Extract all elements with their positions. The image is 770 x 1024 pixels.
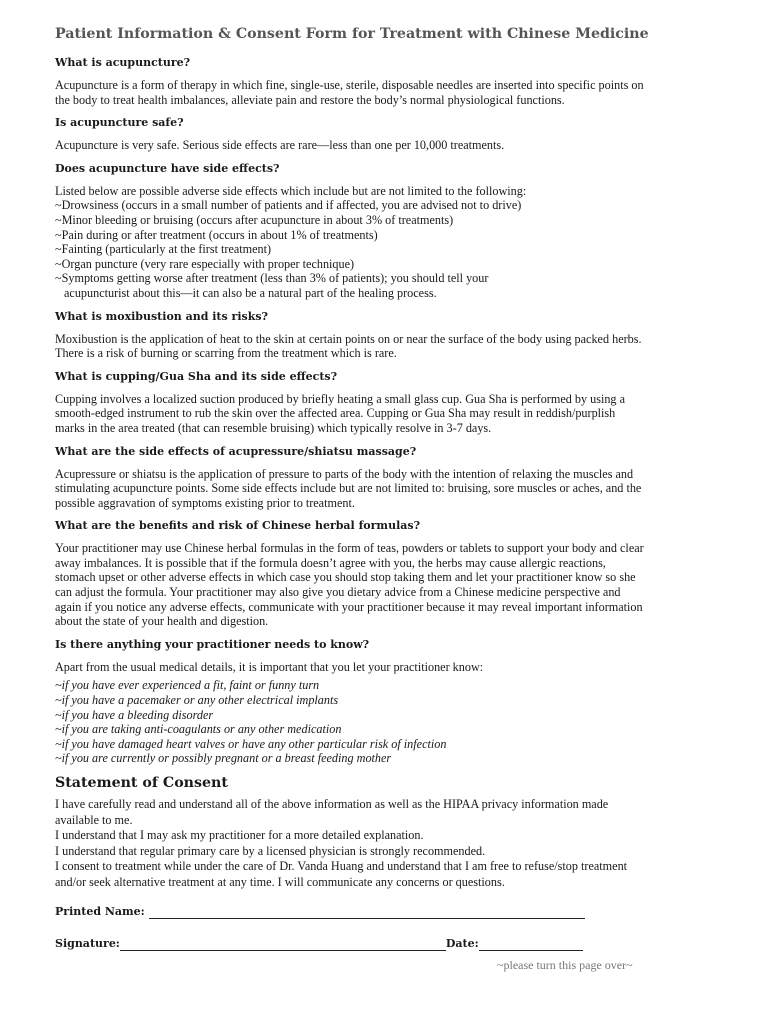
consent-body xyxy=(55,797,735,891)
section-cupping xyxy=(55,370,735,436)
section-heading: What is moxibustion and its risks? xyxy=(55,309,268,323)
section-heading: Is there anything your practitioner needs to know? xyxy=(55,637,370,651)
list-item: ~Symptoms getting worse after treatment (less than 3% of patients); you should tell your xyxy=(55,271,489,286)
consent-line: I have carefully read and understand all of the above information as well as the HIPAA privacy information made xyxy=(55,797,609,811)
consent-heading: Statement of Consent xyxy=(55,775,228,791)
body-line: possible aggravation of symptoms existing prior to treatment. xyxy=(55,495,355,510)
consent-line: and/or seek alternative treatment at any time. I will communicate any concerns or questions. xyxy=(55,874,505,889)
section-safety xyxy=(55,116,735,153)
section-moxibustion xyxy=(55,310,735,361)
list-item: ~Fainting (particularly at the first treatment) xyxy=(55,242,272,257)
list-item: ~if you are currently or possibly pregnant or a breast feeding mother xyxy=(55,751,392,766)
body-line: can adjust the formula. Your practitioner may also give you dietary advice from a Chinese medicine perspective and xyxy=(55,585,621,600)
consent-line: I consent to treatment while under the care of Dr. Vanda Huang and understand that I am free to refuse/stop treatment xyxy=(55,859,628,874)
list-item: ~Drowsiness (occurs in a small number of patients and if affected, you are advised not to drive) xyxy=(55,198,522,213)
body-line: Apart from the usual medical details, it is important that you let your practitioner know: xyxy=(55,659,484,674)
list-item: ~if you have a bleeding disorder xyxy=(55,707,214,722)
disclosure-list xyxy=(55,678,735,766)
section-body xyxy=(55,392,735,436)
list-item: ~if you are taking anti-coagulants or any other medication xyxy=(55,722,342,737)
section-practitioner-needs xyxy=(55,638,735,766)
printed-name-row xyxy=(55,905,735,919)
page-title: Patient Information & Consent Form for Treatment with Chinese Medicine xyxy=(55,26,649,42)
body-line: stomach upset or other adverse effects in which case you should stop taking them and let your practitioner know so she xyxy=(55,570,636,585)
consent-line: I understand that regular primary care by a licensed physician is strongly recommended. xyxy=(55,843,486,858)
section-body xyxy=(55,332,735,361)
date-label: Date: xyxy=(445,936,479,950)
body-line: away imbalances. It is possible that if the formula doesn’t agree with you, the herbs may cause allergic reactions, xyxy=(55,555,606,570)
printed-name-label: Printed Name: xyxy=(55,904,145,918)
page-footer-note: ~please turn this page over~ xyxy=(497,958,633,972)
body-line: Listed below are possible adverse side effects which include but are not limited to the following: xyxy=(55,183,527,198)
consent-form-page xyxy=(55,26,735,951)
section-body xyxy=(55,78,735,107)
section-heading: What are the side effects of acupressure/shiatsu massage? xyxy=(55,444,417,458)
section-body xyxy=(55,467,735,511)
body-line: There is a risk of burning or scarring from the treatment which is rare. xyxy=(55,346,397,361)
list-item: ~Pain during or after treatment (occurs in about 1% of treatments) xyxy=(55,227,378,242)
signature-row xyxy=(55,937,735,951)
list-item: ~if you have damaged heart valves or have any other particular risk of infection xyxy=(55,736,447,751)
body-line: Acupuncture is very safe. Serious side effects are rare—less than one per 10,000 treatments. xyxy=(55,138,505,153)
list-item: ~if you have a pacemaker or any other electrical implants xyxy=(55,693,339,708)
consent-line: available to me. xyxy=(55,812,133,827)
list-item: ~Organ puncture (very rare especially with proper technique) xyxy=(55,256,355,271)
section-acupressure xyxy=(55,445,735,511)
section-heading: Is acupuncture safe? xyxy=(55,116,184,130)
body-line: Cupping involves a localized suction produced by briefly heating a small glass cup. Gua Sha is performed by using a xyxy=(55,391,625,406)
section-heading: What is cupping/Gua Sha and its side effects? xyxy=(55,369,338,383)
consent-line: I understand that I may ask my practitioner for a more detailed explanation. xyxy=(55,828,424,843)
section-heading: What are the benefits and risk of Chinese herbal formulas? xyxy=(55,519,421,533)
body-line: Moxibustion is the application of heat to the skin at certain points on or near the surface of the body using packed herbs. xyxy=(55,331,642,346)
section-acupuncture xyxy=(55,56,735,107)
body-line: about the state of your health and digestion. xyxy=(55,614,269,629)
list-item: ~Minor bleeding or bruising (occurs after acupuncture in about 3% of treatments) xyxy=(55,212,454,227)
signature-label: Signature: xyxy=(55,936,120,950)
section-herbal-formulas xyxy=(55,519,735,629)
printed-name-field[interactable] xyxy=(149,906,585,919)
body-line: Acupressure or shiatsu is the application of pressure to parts of the body with the intention of relaxing the muscles and xyxy=(55,466,634,481)
section-heading: Does acupuncture have side effects? xyxy=(55,161,280,175)
body-line: the body to treat health imbalances, alleviate pain and restore the body’s normal physiological functions. xyxy=(55,92,565,107)
date-field[interactable] xyxy=(479,938,583,951)
body-line: marks in the area treated (that can resemble bruising) which typically resolve in 3-7 days. xyxy=(55,420,492,435)
body-line: again if you notice any adverse effects, communicate with your practitioner because it may reveal important information xyxy=(55,599,643,614)
body-line: Your practitioner may use Chinese herbal formulas in the form of teas, powders or tablets to support your body and clear xyxy=(55,541,644,556)
section-body xyxy=(55,184,735,301)
section-body xyxy=(55,660,735,675)
consent-section xyxy=(55,775,735,891)
section-body xyxy=(55,541,735,629)
section-body xyxy=(55,138,735,153)
section-side-effects xyxy=(55,162,735,301)
body-line: Acupuncture is a form of therapy in which fine, single-use, sterile, disposable needles are inserted into specific points on xyxy=(55,78,644,92)
list-item-continuation: acupuncturist about this—it can also be a natural part of the healing process. xyxy=(64,285,437,300)
section-heading: What is acupuncture? xyxy=(55,56,191,69)
list-item: ~if you have ever experienced a fit, faint or funny turn xyxy=(55,678,320,693)
body-line: stimulating acupuncture points. Some side effects include but are not limited to: bruising, sore muscles or aches, and the xyxy=(55,481,642,496)
signature-field[interactable] xyxy=(120,938,446,951)
body-line: smooth-edged instrument to rub the skin over the affected area. Cupping or Gua Sha may result in reddish/purplish xyxy=(55,406,616,421)
